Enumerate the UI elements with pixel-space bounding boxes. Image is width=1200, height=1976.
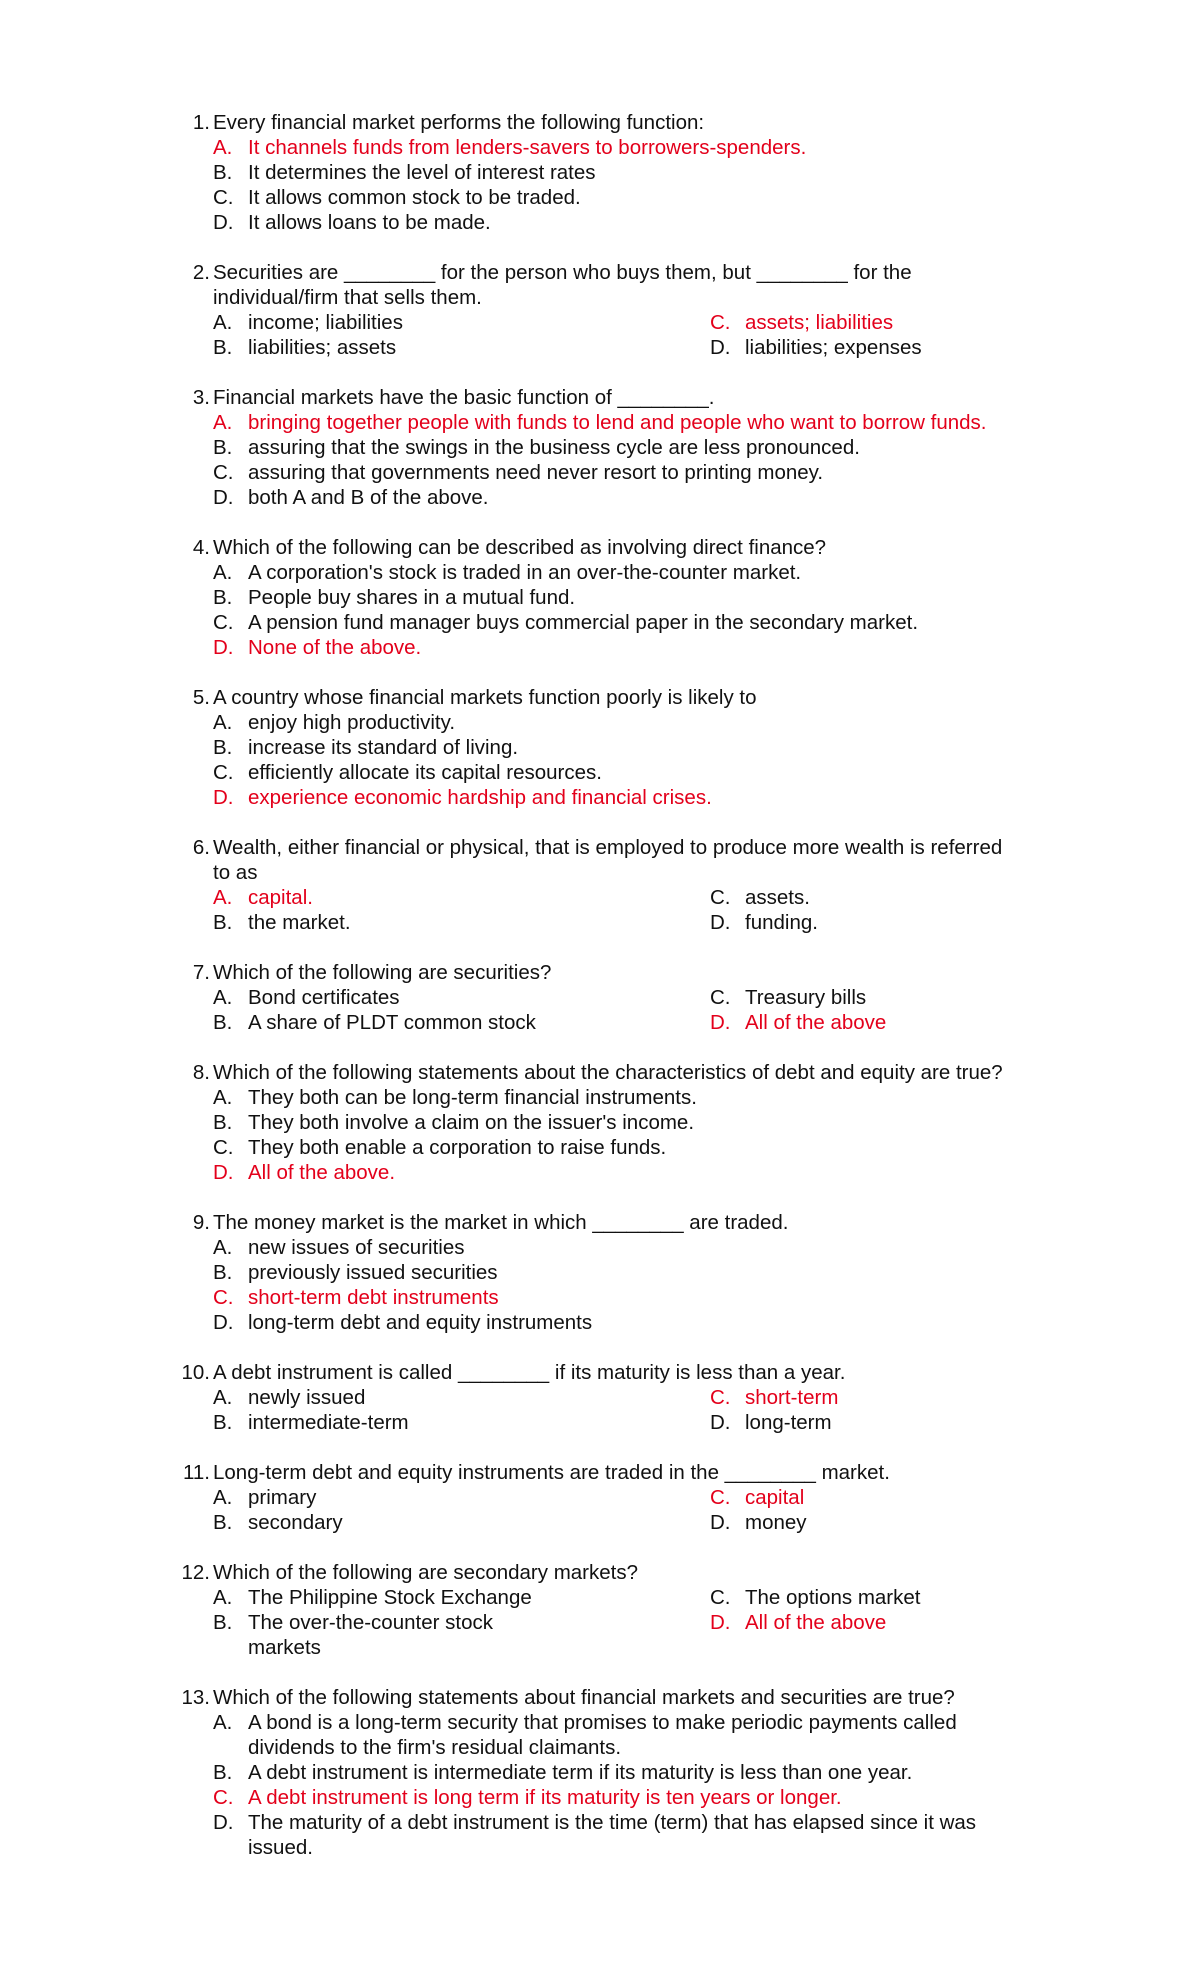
question-stem: Long-term debt and equity instruments are traded in the ________ market. bbox=[213, 1461, 890, 1484]
option-letter: A. bbox=[213, 1486, 233, 1509]
option-text: both A and B of the above. bbox=[248, 486, 489, 509]
option-letter: D. bbox=[710, 911, 731, 934]
option-letter: C. bbox=[213, 1786, 234, 1809]
option-letter: D. bbox=[213, 1811, 234, 1834]
option-text: A corporation's stock is traded in an over-the-counter market. bbox=[248, 561, 802, 584]
option-letter: A. bbox=[213, 986, 233, 1009]
option-letter: B. bbox=[213, 911, 233, 934]
option-text: The options market bbox=[745, 1586, 921, 1609]
option-text: A pension fund manager buys commercial paper in the secondary market. bbox=[248, 611, 919, 634]
option-letter: B. bbox=[213, 586, 233, 609]
option-text: A bond is a long-term security that promises to make periodic payments called bbox=[248, 1711, 957, 1734]
option-text: increase its standard of living. bbox=[248, 736, 519, 759]
option-letter: D. bbox=[213, 486, 234, 509]
question-stem: A country whose financial markets function poorly is likely to bbox=[213, 686, 757, 709]
question-stem: Which of the following statements about the characteristics of debt and equity are true? bbox=[213, 1061, 1003, 1084]
option-letter: C. bbox=[213, 611, 234, 634]
option-text: The over-the-counter stock bbox=[248, 1611, 493, 1634]
option-letter: B. bbox=[213, 736, 233, 759]
option-letter: A. bbox=[213, 311, 233, 334]
option-text: It allows common stock to be traded. bbox=[248, 186, 581, 209]
option-letter: B. bbox=[213, 1011, 233, 1034]
option-letter: A. bbox=[213, 1586, 233, 1609]
option-text: A debt instrument is long term if its maturity is ten years or longer. bbox=[248, 1786, 842, 1809]
option-letter: B. bbox=[213, 1111, 233, 1134]
option-text: short-term bbox=[745, 1386, 839, 1409]
option-letter: D. bbox=[213, 786, 234, 809]
option-letter: A. bbox=[213, 886, 233, 909]
question-number: 12. bbox=[181, 1561, 210, 1584]
option-letter: D. bbox=[213, 1311, 234, 1334]
question-stem: Financial markets have the basic function of ________. bbox=[213, 386, 715, 409]
option-letter: A. bbox=[213, 1386, 233, 1409]
question-number: 11. bbox=[183, 1461, 210, 1484]
option-text: secondary bbox=[248, 1511, 343, 1534]
option-letter: C. bbox=[710, 1386, 731, 1409]
option-text: It determines the level of interest rates bbox=[248, 161, 596, 184]
question-number: 3. bbox=[192, 386, 210, 409]
option-letter: A. bbox=[213, 411, 233, 434]
question-number: 4. bbox=[192, 536, 210, 559]
option-text: money bbox=[745, 1511, 807, 1534]
question-stem: A debt instrument is called ________ if its maturity is less than a year. bbox=[213, 1361, 846, 1384]
option-letter: A. bbox=[213, 711, 233, 734]
option-letter: D. bbox=[710, 1411, 731, 1434]
question-stem: Which of the following statements about financial markets and securities are true? bbox=[213, 1686, 955, 1709]
option-letter: C. bbox=[710, 886, 731, 909]
option-text: previously issued securities bbox=[248, 1261, 498, 1284]
option-letter: B. bbox=[213, 1611, 233, 1634]
option-letter: D. bbox=[710, 1611, 731, 1634]
option-text: assuring that governments need never resort to printing money. bbox=[248, 461, 824, 484]
option-letter: D. bbox=[710, 1511, 731, 1534]
option-letter: C. bbox=[213, 186, 234, 209]
option-letter: C. bbox=[213, 1136, 234, 1159]
option-letter: D. bbox=[213, 211, 234, 234]
option-text: long-term bbox=[745, 1411, 832, 1434]
option-letter: D. bbox=[710, 336, 731, 359]
option-text: None of the above. bbox=[248, 636, 422, 659]
option-text: Treasury bills bbox=[745, 986, 867, 1009]
option-text: The maturity of a debt instrument is the time (term) that has elapsed since it was bbox=[248, 1811, 977, 1834]
option-letter: C. bbox=[213, 461, 234, 484]
question-number: 9. bbox=[192, 1211, 210, 1234]
option-letter: C. bbox=[710, 986, 731, 1009]
option-text: new issues of securities bbox=[248, 1236, 465, 1259]
option-text: It channels funds from lenders-savers to borrowers-spenders. bbox=[248, 136, 807, 159]
question-stem: Every financial market performs the following function: bbox=[213, 111, 705, 134]
option-text: capital bbox=[745, 1486, 805, 1509]
option-text: A debt instrument is intermediate term if its maturity is less than one year. bbox=[248, 1761, 913, 1784]
option-letter: C. bbox=[213, 761, 234, 784]
question-number: 7. bbox=[192, 961, 210, 984]
option-letter: D. bbox=[213, 1161, 234, 1184]
option-text: assets. bbox=[745, 886, 810, 909]
option-text: All of the above bbox=[745, 1011, 887, 1034]
option-text: intermediate-term bbox=[248, 1411, 409, 1434]
option-letter: A. bbox=[213, 561, 233, 584]
option-text: income; liabilities bbox=[248, 311, 403, 334]
question-number: 6. bbox=[192, 836, 210, 859]
question-stem: individual/firm that sells them. bbox=[213, 286, 482, 309]
option-text: dividends to the firm's residual claimants. bbox=[248, 1736, 622, 1759]
option-letter: A. bbox=[213, 1236, 233, 1259]
option-letter: B. bbox=[213, 1761, 233, 1784]
option-letter: A. bbox=[213, 136, 233, 159]
option-letter: C. bbox=[710, 1486, 731, 1509]
option-text: They both involve a claim on the issuer's income. bbox=[248, 1111, 695, 1134]
option-letter: D. bbox=[213, 636, 234, 659]
option-text: primary bbox=[248, 1486, 317, 1509]
option-text: People buy shares in a mutual fund. bbox=[248, 586, 576, 609]
option-text: markets bbox=[248, 1636, 321, 1659]
option-letter: B. bbox=[213, 161, 233, 184]
question-stem: Which of the following are secondary markets? bbox=[213, 1561, 639, 1584]
option-text: A share of PLDT common stock bbox=[248, 1011, 536, 1034]
option-text: newly issued bbox=[248, 1386, 366, 1409]
question-stem: Which of the following can be described as involving direct finance? bbox=[213, 536, 827, 559]
option-text: assuring that the swings in the business cycle are less pronounced. bbox=[248, 436, 860, 459]
option-text: The Philippine Stock Exchange bbox=[248, 1586, 532, 1609]
option-text: efficiently allocate its capital resources. bbox=[248, 761, 602, 784]
option-text: enjoy high productivity. bbox=[248, 711, 456, 734]
option-text: assets; liabilities bbox=[745, 311, 894, 334]
option-letter: C. bbox=[710, 1586, 731, 1609]
question-number: 1. bbox=[192, 111, 210, 134]
question-number: 5. bbox=[192, 686, 210, 709]
option-text: funding. bbox=[745, 911, 818, 934]
option-letter: C. bbox=[710, 311, 731, 334]
option-letter: A. bbox=[213, 1086, 233, 1109]
question-stem: Wealth, either financial or physical, that is employed to produce more wealth is referred bbox=[213, 836, 1003, 859]
option-text: Bond certificates bbox=[248, 986, 400, 1009]
option-letter: B. bbox=[213, 436, 233, 459]
option-text: issued. bbox=[248, 1836, 313, 1859]
option-text: liabilities; assets bbox=[248, 336, 397, 359]
question-number: 2. bbox=[192, 261, 210, 284]
option-text: They both enable a corporation to raise funds. bbox=[248, 1136, 667, 1159]
question-number: 8. bbox=[192, 1061, 210, 1084]
option-text: capital. bbox=[248, 886, 313, 909]
option-letter: B. bbox=[213, 1261, 233, 1284]
question-stem: Which of the following are securities? bbox=[213, 961, 552, 984]
question-stem: The money market is the market in which ________ are traded. bbox=[213, 1211, 789, 1234]
option-letter: B. bbox=[213, 336, 233, 359]
option-letter: B. bbox=[213, 1411, 233, 1434]
question-number: 10. bbox=[181, 1361, 210, 1384]
option-text: the market. bbox=[248, 911, 351, 934]
option-text: bringing together people with funds to lend and people who want to borrow funds. bbox=[248, 411, 987, 434]
question-number: 13. bbox=[181, 1686, 210, 1709]
option-text: They both can be long-term financial instruments. bbox=[248, 1086, 697, 1109]
option-text: liabilities; expenses bbox=[745, 336, 922, 359]
option-text: experience economic hardship and financial crises. bbox=[248, 786, 712, 809]
option-letter: B. bbox=[213, 1511, 233, 1534]
option-letter: A. bbox=[213, 1711, 233, 1734]
option-text: It allows loans to be made. bbox=[248, 211, 491, 234]
option-letter: C. bbox=[213, 1286, 234, 1309]
option-text: short-term debt instruments bbox=[248, 1286, 499, 1309]
option-text: All of the above bbox=[745, 1611, 887, 1634]
option-text: All of the above. bbox=[248, 1161, 396, 1184]
option-letter: D. bbox=[710, 1011, 731, 1034]
question-stem: to as bbox=[213, 861, 258, 884]
option-text: long-term debt and equity instruments bbox=[248, 1311, 593, 1334]
question-stem: Securities are ________ for the person who buys them, but ________ for the bbox=[213, 261, 912, 284]
